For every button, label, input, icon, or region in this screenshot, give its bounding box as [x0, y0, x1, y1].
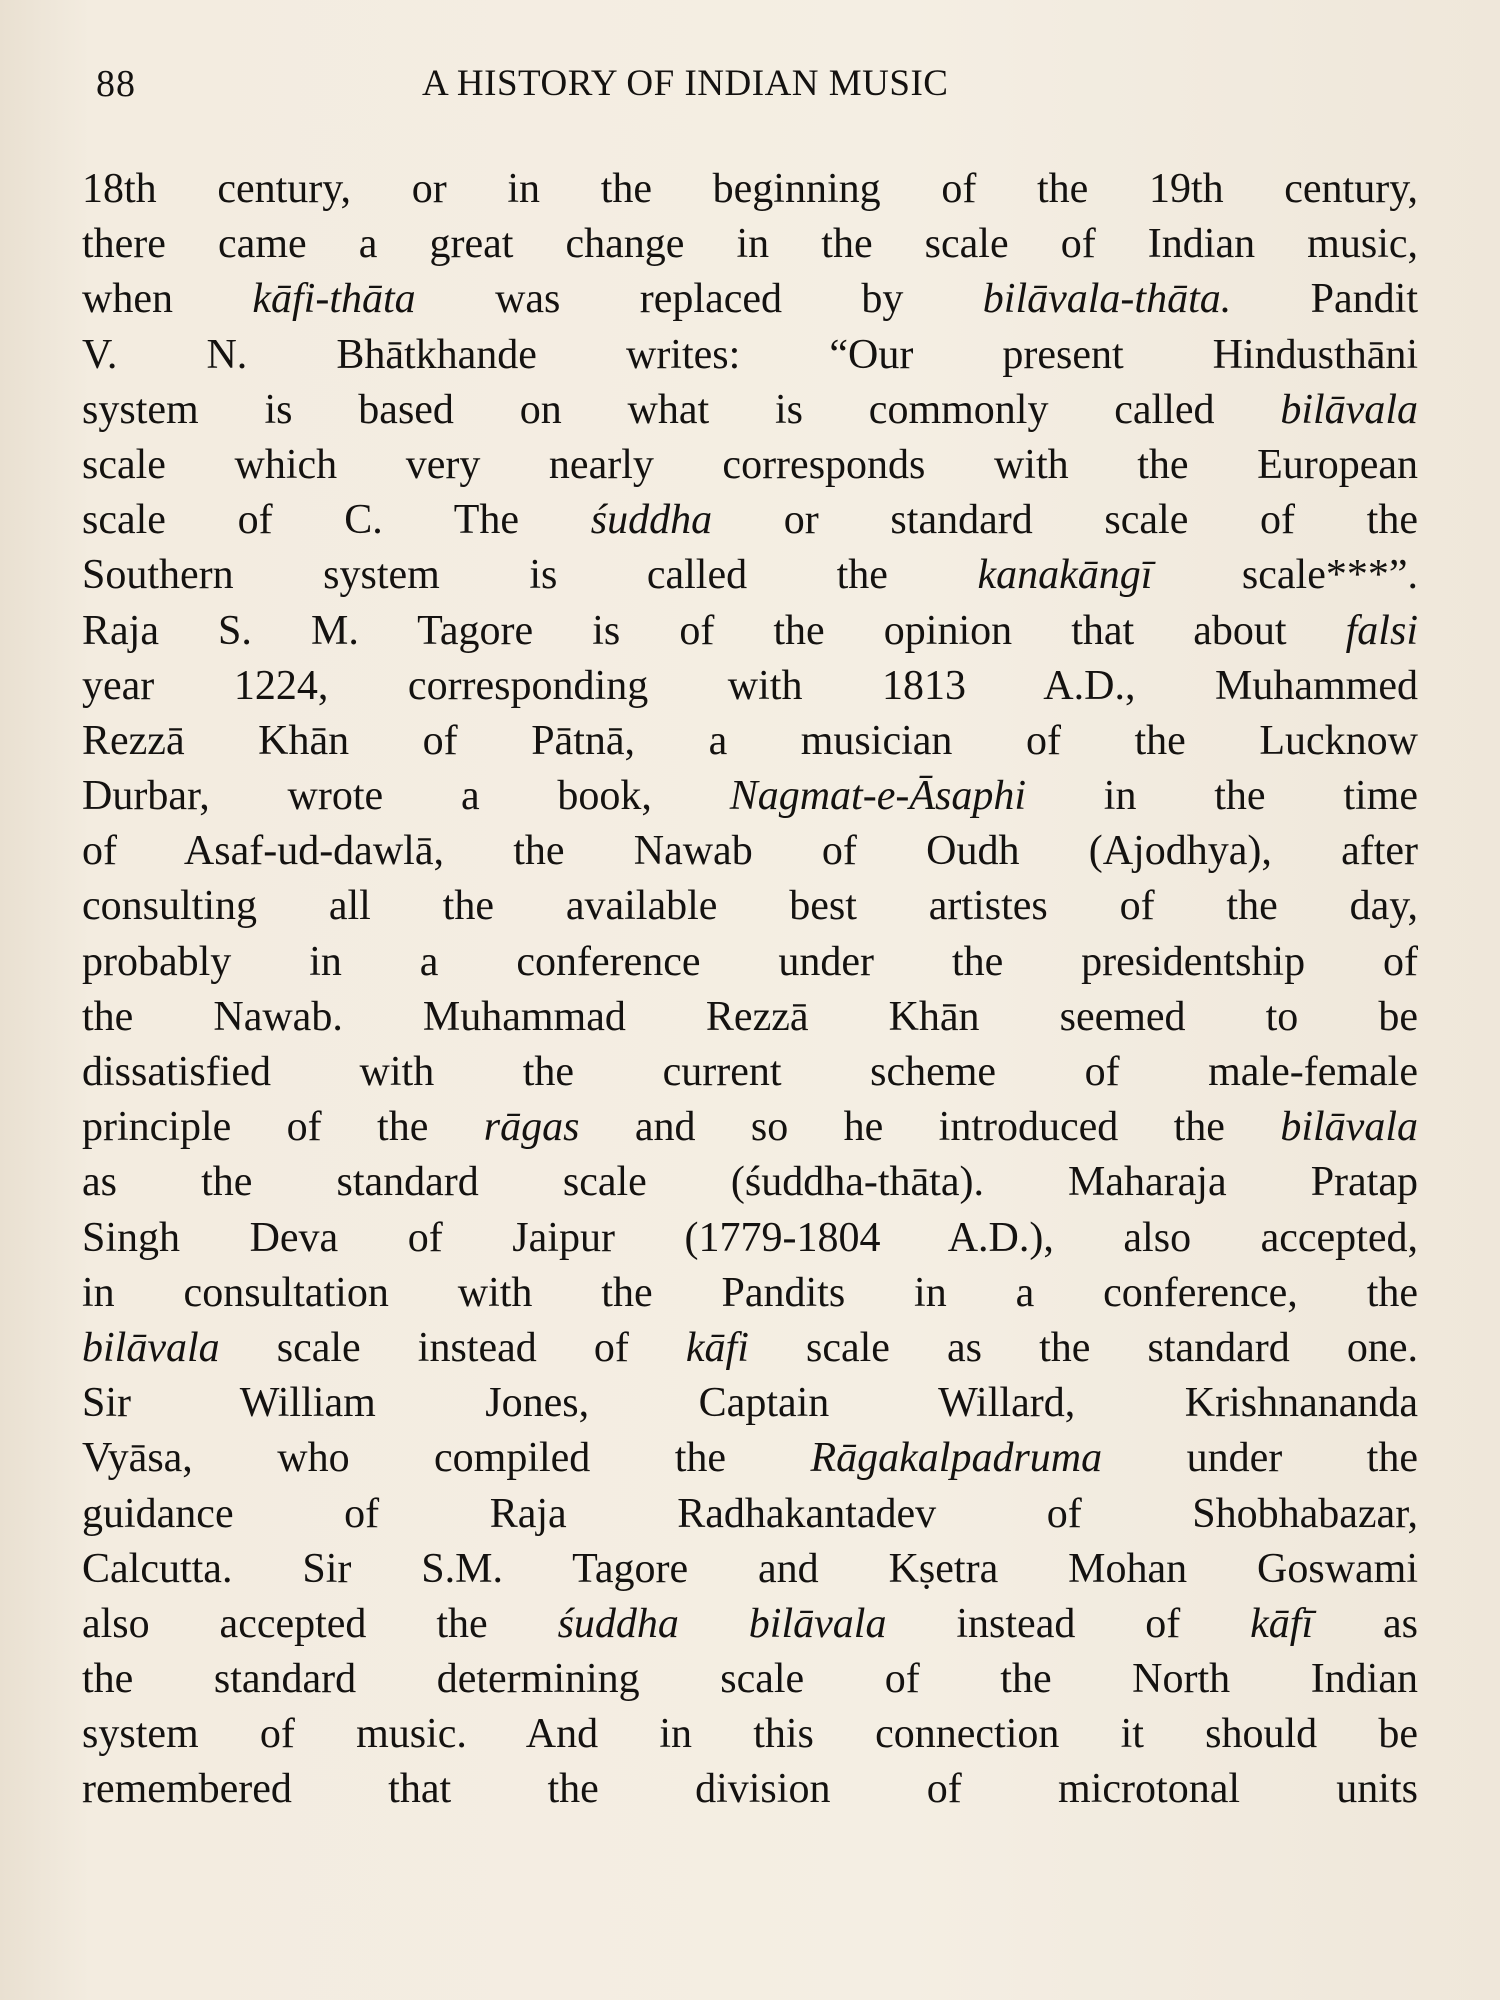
text-line: [82, 1652, 1418, 1707]
text-run: Vyāsa, who compiled the: [82, 1435, 811, 1482]
text-run: the standard determining scale of the North Indian: [82, 1656, 1418, 1703]
text-line: [82, 1431, 1418, 1486]
text-run: probably in a conference under the presidentship of: [82, 938, 1418, 985]
text-line: [82, 217, 1418, 272]
italic-term: kāfi: [685, 1324, 749, 1371]
text-run: Calcutta. Sir S.M. Tagore and Kṣetra Mohan Goswami: [82, 1545, 1418, 1592]
text-run: Singh Deva of Jaipur (1779-1804 A.D.), also accepted,: [82, 1214, 1418, 1261]
text-run: in the time: [1025, 773, 1418, 820]
italic-term: rāgas: [483, 1104, 580, 1151]
text-line: [82, 1100, 1418, 1155]
italic-term: bilāvala: [82, 1324, 220, 1371]
text-run: Sir William Jones, Captain Willard, Krishnananda: [82, 1380, 1418, 1427]
text-run: there came a great change in the scale of Indian music,: [82, 221, 1418, 268]
italic-term: bilāvala: [1280, 386, 1418, 433]
text-run: and so he introduced the: [579, 1104, 1281, 1151]
italic-term: bilāvala-thāta.: [982, 276, 1232, 323]
text-run: the Nawab. Muhammad Rezzā Khān seemed to be: [82, 993, 1418, 1040]
text-run: scale which very nearly corresponds with the European: [82, 441, 1418, 488]
text-line: [82, 328, 1418, 383]
italic-term: śuddha: [590, 497, 713, 544]
text-run: was replaced by: [415, 276, 983, 323]
text-run: Rezzā Khān of Pātnā, a musician of the Lucknow: [82, 717, 1418, 764]
text-run: Southern system is called the: [82, 552, 978, 599]
text-line: [82, 1045, 1418, 1100]
text-line: [82, 879, 1418, 934]
text-line: [82, 824, 1418, 879]
text-run: year 1224, corresponding with 1813 A.D., Muhammed: [82, 662, 1418, 709]
text-run: also accepted the: [82, 1600, 558, 1647]
text-line: [82, 1597, 1418, 1652]
text-run: remembered that the division of microtonal units: [82, 1766, 1418, 1813]
text-line: [82, 493, 1418, 548]
text-run: scale of C. The: [82, 497, 591, 544]
text-run: when: [82, 276, 253, 323]
text-line: [82, 1376, 1418, 1431]
text-line: [82, 935, 1418, 990]
text-run: scale instead of: [219, 1324, 686, 1371]
text-line: [82, 438, 1418, 493]
text-run: Pandit: [1231, 276, 1418, 323]
text-line: [82, 1707, 1418, 1762]
italic-term: kanakāngī: [977, 552, 1153, 599]
text-run: consulting all the available best artistes of the day,: [82, 883, 1418, 930]
text-line: [82, 1321, 1418, 1376]
text-line: [82, 1487, 1418, 1542]
italic-term: śuddha bilāvala: [557, 1600, 887, 1647]
text-run: dissatisfied with the current scheme of male-female: [82, 1049, 1418, 1095]
body-paragraph: [82, 162, 1418, 1818]
text-run: instead of: [886, 1600, 1251, 1647]
text-line: [82, 714, 1418, 769]
text-run: principle of the: [82, 1104, 484, 1151]
italic-term: kāfi-thāta: [252, 276, 416, 323]
text-run: as the standard scale (śuddha-thāta). Maharaja Pratap: [82, 1159, 1418, 1206]
text-run: system of music. And in this connection it should be: [82, 1711, 1418, 1758]
running-title: A HISTORY OF INDIAN MUSIC: [422, 63, 949, 104]
text-line: [82, 990, 1418, 1045]
text-line: [82, 1155, 1418, 1210]
text-line: [82, 659, 1418, 714]
text-line: [82, 769, 1418, 824]
text-run: scale as the standard one.: [748, 1324, 1418, 1371]
text-run: scale***”.: [1152, 552, 1418, 599]
text-run: V. N. Bhātkhande writes: “Our present Hindusthāni: [82, 331, 1418, 378]
text-run: or standard scale of the: [712, 497, 1418, 544]
italic-term: falsi: [1345, 607, 1418, 654]
text-run: system is based on what is commonly called: [82, 386, 1281, 433]
text-line: [82, 1542, 1418, 1597]
text-line: [82, 383, 1418, 438]
page-header: [96, 62, 1416, 112]
text-run: Durbar, wrote a book,: [82, 773, 730, 820]
text-line: [82, 162, 1418, 217]
text-run: guidance of Raja Radhakantadev of Shobhabazar,: [82, 1490, 1418, 1537]
italic-term: bilāvala: [1280, 1104, 1418, 1151]
text-line: [82, 604, 1418, 659]
text-line: [82, 1762, 1418, 1817]
text-run: as: [1313, 1600, 1418, 1647]
text-line: [82, 272, 1418, 327]
text-run: under the: [1102, 1435, 1418, 1482]
text-line: [82, 1211, 1418, 1266]
text-run: 18th century, or in the beginning of the 19th century,: [82, 166, 1418, 212]
text-line: [82, 1266, 1418, 1321]
text-run: Raja S. M. Tagore is of the opinion that about: [82, 607, 1346, 654]
text-run: in consultation with the Pandits in a conference, the: [82, 1269, 1418, 1316]
text-line: [82, 548, 1418, 603]
italic-term: Rāgakalpadruma: [810, 1435, 1103, 1482]
page-number: 88: [96, 63, 136, 105]
text-run: of Asaf-ud-dawlā, the Nawab of Oudh (Ajodhya), after: [82, 828, 1418, 875]
italic-term: Nagmat-e-Āsaphi: [729, 773, 1026, 820]
italic-term: kāfī: [1250, 1600, 1314, 1647]
